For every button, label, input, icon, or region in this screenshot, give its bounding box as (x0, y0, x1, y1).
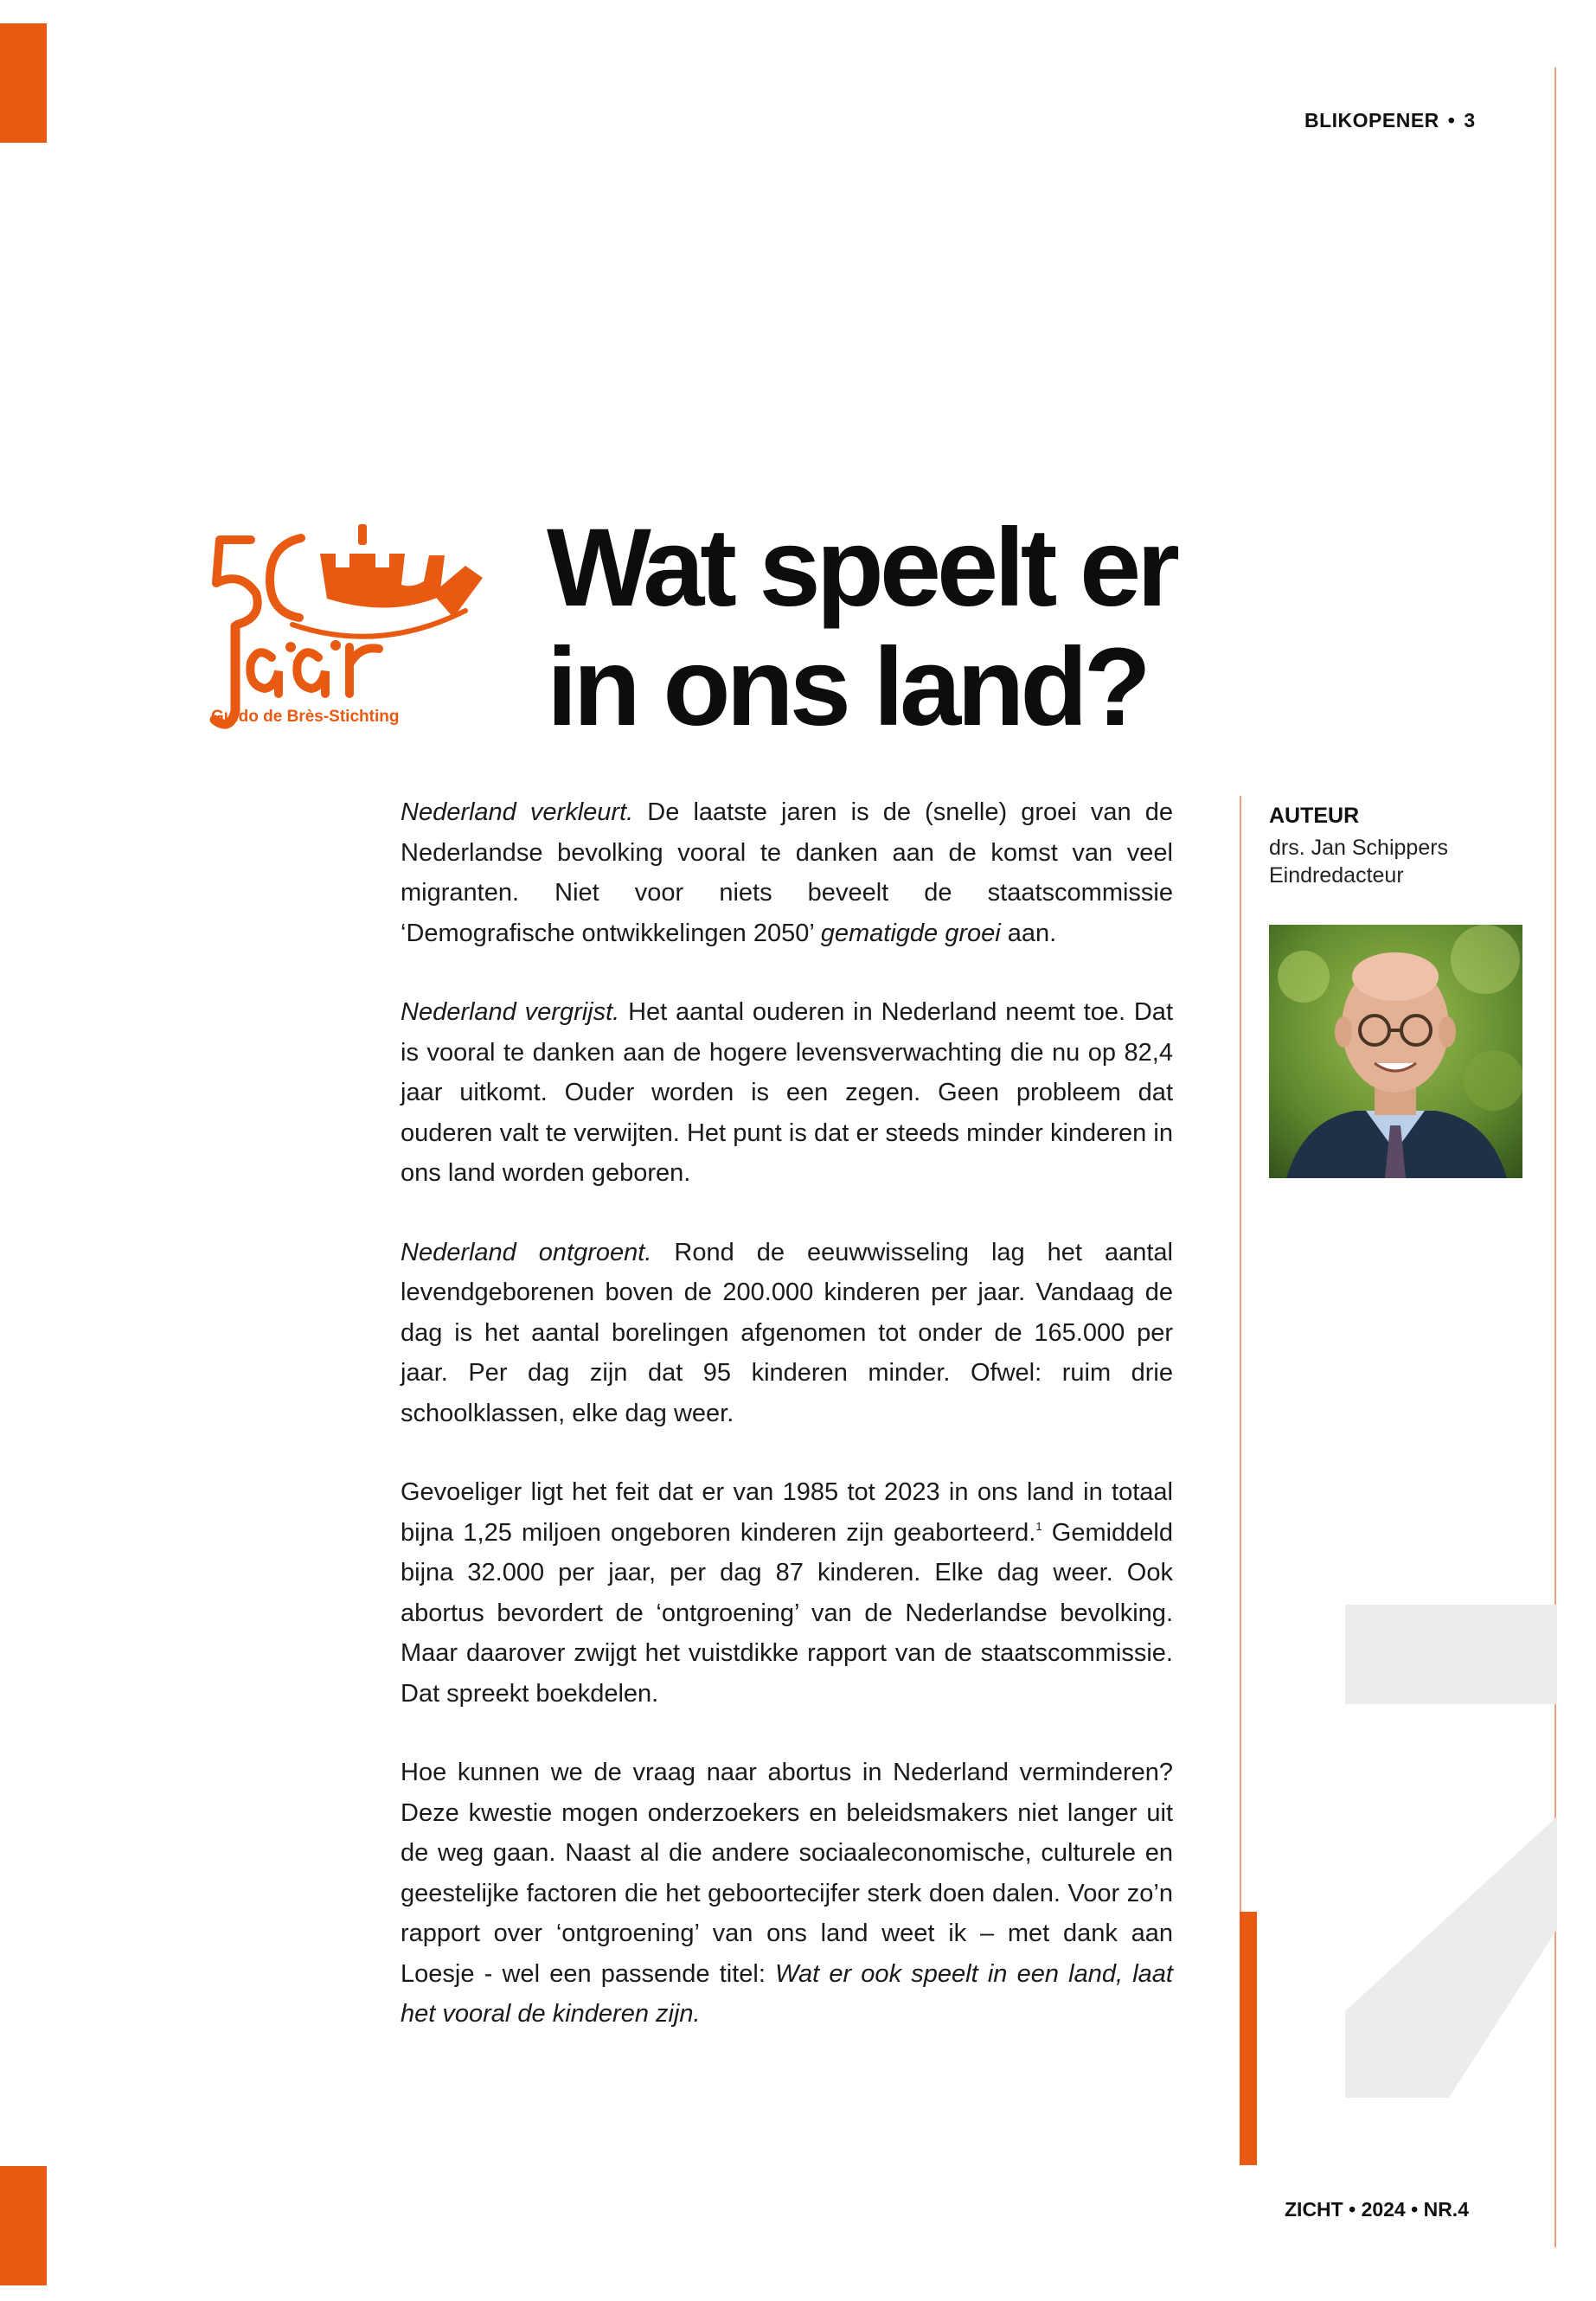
sidebar-rule (1240, 796, 1241, 1912)
issue-number: NR.4 (1423, 2198, 1469, 2221)
title-line-2: in ons land? (547, 625, 1147, 749)
closing-quote: Wat er ook speelt in een land, laat het vooral de kinderen zijn. (401, 1959, 1173, 2028)
publication-name: BLIKOPENER (1304, 109, 1439, 131)
footer-separator: • (1349, 2198, 1356, 2221)
paragraph-lead: Nederland vergrijst. (401, 998, 620, 1026)
emphasis-text: gematigde groei (820, 919, 1001, 947)
paragraph-5 (401, 1753, 1173, 2035)
header-separator: • (1447, 109, 1456, 131)
page-footer (1285, 2198, 1469, 2221)
author-photo (1269, 925, 1522, 1178)
paragraph-lead: Nederland ontgroent. (401, 1238, 652, 1266)
paragraph-text: Rond de eeuwwisseling lag het aantal levendgeborenen boven de 200.000 kinderen per jaar. Vandaag de dag is het aantal borelingen afgenomen tot onder de 165.000 per jaar. Per dag zijn dat 95 kinderen minder. Ofwel: ruim drie schoolklassen, elke dag weer. (401, 1238, 1173, 1427)
decorative-number-graphic (1345, 1605, 1557, 2098)
top-accent-bar (0, 23, 47, 143)
paragraph-text: De laatste jaren is de (snelle) groei van de Nederlandse bevolking vooral te danken aan de komst van veel migranten. Niet voor niets beveelt de staatscommissie ‘Demografische ontwikkelingen 2050’ (401, 798, 1173, 947)
bottom-accent-bar (0, 2166, 47, 2285)
anniversary-logo (206, 516, 500, 732)
issue-year: 2024 (1361, 2198, 1406, 2221)
paragraph-text: Gemiddeld bijna 32.000 per jaar, per dag 87 kinderen. Elke dag weer. Ook abortus bevordert de ‘ontgroening’ van de Nederlandse bevolking. Maar daarover zwijgt het vuistdikke rapport van de staatscommissie. Dat spreekt boekdelen. (401, 1518, 1173, 1708)
paragraph-text: Het aantal ouderen in Nederland neemt toe. Dat is vooral te danken aan de hogere levensverwachting die nu op 82,4 jaar uitkomt. Ouder worden is een zegen. Geen probleem dat ouderen valt te verwijten. Het punt is dat er steeds minder kinderen in ons land worden geboren. (401, 998, 1173, 1187)
running-header (1304, 109, 1476, 132)
sidebar-accent-bar (1240, 1912, 1257, 2165)
paragraph-3 (401, 1233, 1173, 1434)
page-number: 3 (1464, 109, 1476, 131)
paragraph-1 (401, 792, 1173, 953)
footer-separator: • (1411, 2198, 1419, 2221)
paragraph-2 (401, 992, 1173, 1194)
footnote-marker[interactable]: 1 (1035, 1519, 1042, 1533)
article-title (547, 506, 1176, 749)
paragraph-text: aan. (1000, 919, 1057, 947)
paragraph-text: Hoe kunnen we de vraag naar abortus in Nederland verminderen? Deze kwestie mogen onderzoekers en beleidsmakers niet langer uit de weg gaan. Naast al die andere sociaaleconomische, culturele en geestelijke factoren die het geboortecijfer sterk doen dalen. Voor zo’n rapport over ‘ontgroening’ van ons land weet ik – met dank aan Loesje - wel een passende titel: (401, 1759, 1173, 1988)
author-name: drs. Jan Schippers (1269, 836, 1449, 860)
article-body (401, 792, 1173, 2073)
author-portrait-illustration (1269, 925, 1522, 1178)
author-label: AUTEUR (1269, 804, 1360, 828)
paragraph-4 (401, 1472, 1173, 1714)
author-role: Eindredacteur (1269, 863, 1404, 888)
logo-caption: Guido de Brès-Stichting (211, 708, 400, 726)
paragraph-text: Gevoeliger ligt het feit dat er van 1985 tot 2023 in ons land in totaal bijna 1,25 miljoen ongeboren kinderen zijn geaborteerd. (401, 1478, 1173, 1547)
paragraph-lead: Nederland verkleurt. (401, 798, 634, 826)
magazine-name: ZICHT (1285, 2198, 1343, 2221)
title-line-1: Wat speelt er (547, 506, 1176, 630)
